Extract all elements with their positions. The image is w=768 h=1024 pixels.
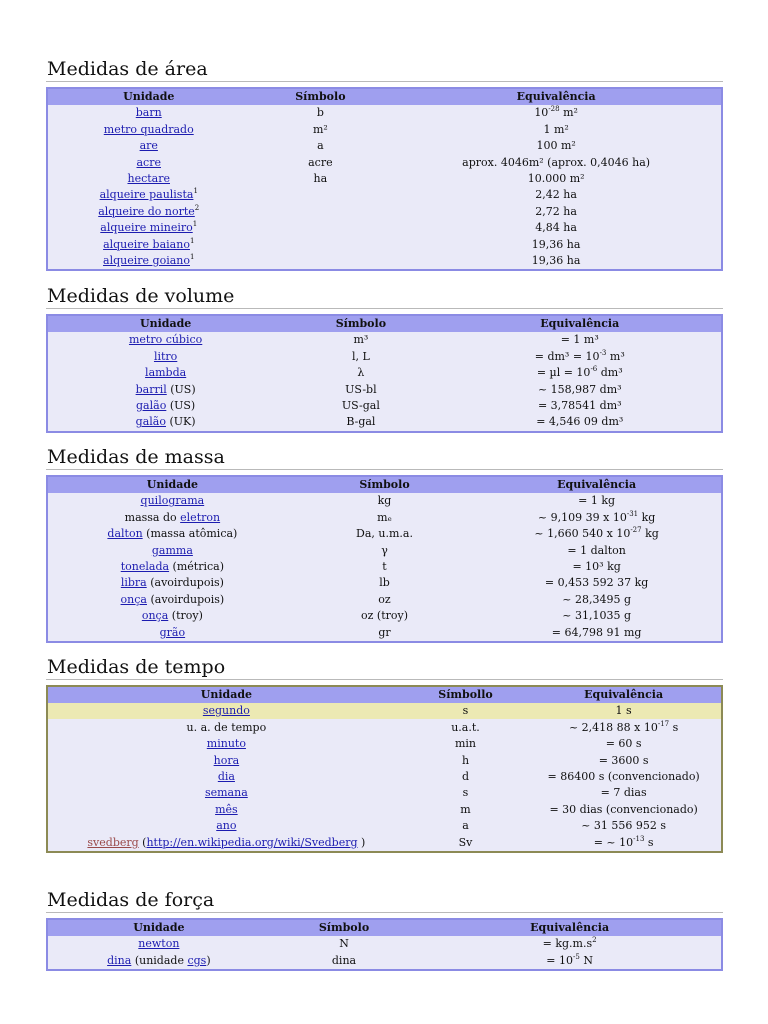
section-tempo — [46, 655, 723, 853]
unit-link[interactable]: newton — [138, 937, 180, 951]
col-header-symbol: Símbolo — [270, 919, 419, 936]
equiv-text: ~ 31,1035 g — [562, 609, 631, 623]
unit-link[interactable]: semana — [204, 786, 248, 800]
table-row — [47, 802, 722, 818]
exponent: -17 — [657, 719, 670, 728]
equiv-text: 2,72 ha — [535, 204, 577, 218]
equiv-text: ~ 28,3495 g — [562, 592, 631, 606]
table-row — [47, 154, 722, 170]
unit-cell — [47, 703, 405, 719]
unit-cell — [47, 769, 405, 785]
table-row — [47, 187, 722, 203]
equiv-text: m² — [559, 106, 578, 120]
unit-cell — [47, 802, 405, 818]
col-header-symbol: Símbolo — [283, 315, 438, 332]
col-header-equiv: Equivalência — [472, 476, 722, 493]
table-header-row — [47, 315, 722, 332]
col-header-unit: Unidade — [47, 88, 250, 105]
unit-cell — [47, 592, 297, 608]
unit-link[interactable]: alqueire mineiro — [100, 221, 193, 235]
section-forca — [46, 888, 723, 971]
symbol-cell: m — [460, 802, 471, 816]
unit-link[interactable]: alqueire goiano — [103, 254, 190, 268]
symbol-cell: a — [317, 139, 324, 153]
unit-cell — [47, 608, 297, 624]
symbol-cell: oz — [378, 592, 391, 606]
equiv-cell — [391, 187, 722, 203]
equiv-cell — [391, 154, 722, 170]
table-row — [47, 509, 722, 525]
equiv-cell — [439, 348, 723, 364]
unit-text: ) — [357, 835, 366, 849]
table-row — [47, 559, 722, 575]
unit-cell — [47, 493, 297, 509]
equiv-text: = 64,798 91 mg — [551, 625, 642, 639]
col-header-unit: Unidade — [47, 315, 283, 332]
symbol-cell: s — [405, 703, 527, 719]
unit-link[interactable]: hectare — [127, 171, 170, 185]
equiv-cell — [526, 752, 722, 768]
table-row — [47, 138, 722, 154]
symbol-cell: m³ — [353, 333, 369, 347]
unit-cell — [47, 736, 405, 752]
table-row — [47, 736, 722, 752]
unit-link[interactable]: cgs — [187, 953, 207, 967]
table-row — [47, 348, 722, 364]
unit-cell — [47, 253, 250, 270]
equiv-text: aprox. 4046m² (aprox. 0,4046 ha) — [462, 155, 651, 169]
table-row — [47, 414, 722, 431]
massa-table — [46, 475, 723, 643]
table-row — [47, 625, 722, 642]
unit-link[interactable]: http://en.wikipedia.org/wiki/Svedberg — [146, 835, 358, 849]
symbol-cell: s — [462, 786, 469, 800]
table-row — [47, 703, 722, 719]
equiv-text: = µl = 10 — [536, 366, 591, 380]
equiv-text: = 30 dias (convencionado) — [549, 802, 698, 816]
unit-link[interactable]: eletron — [180, 510, 221, 524]
table-row — [47, 592, 722, 608]
col-header-equiv: Equivalência — [439, 315, 723, 332]
section-area — [46, 57, 723, 271]
equiv-text: = kg.m.s — [542, 937, 593, 951]
unit-link[interactable]: metro cúbico — [128, 333, 203, 347]
unit-link[interactable]: segundo — [202, 704, 250, 718]
section-title: Medidas de área — [46, 57, 723, 82]
table-row — [47, 835, 722, 852]
table-row — [47, 542, 722, 558]
unit-cell — [47, 398, 283, 414]
unit-cell — [47, 348, 283, 364]
unit-link[interactable]: onça — [141, 609, 169, 623]
equiv-text: ~ 2,418 88 x 10 — [568, 720, 658, 734]
equiv-text: = 86400 s (convencionado) — [547, 769, 700, 783]
equiv-text: 1 s — [615, 704, 632, 718]
unit-cell — [47, 171, 250, 187]
equiv-cell — [418, 936, 722, 952]
equiv-cell — [439, 365, 723, 381]
unit-link[interactable]: metro quadrado — [103, 122, 194, 136]
unit-text: u. a. de tempo — [186, 720, 267, 734]
equiv-cell — [526, 769, 722, 785]
symbol-cell: Sv — [458, 835, 473, 849]
equiv-text: = 7 dias — [600, 786, 647, 800]
unit-link[interactable]: svedberg — [87, 835, 139, 849]
equiv-cell — [526, 818, 722, 834]
unit-cell — [47, 204, 250, 220]
equiv-text: dm³ — [597, 366, 623, 380]
unit-cell — [47, 509, 297, 525]
unit-text: ( — [138, 835, 147, 849]
unit-link[interactable]: acre — [136, 155, 161, 169]
equiv-cell — [526, 719, 722, 735]
unit-link[interactable]: hora — [213, 753, 240, 767]
equiv-cell — [439, 332, 723, 348]
symbol-cell: US-gal — [341, 398, 380, 412]
equiv-cell — [526, 703, 722, 719]
equiv-cell — [391, 220, 722, 236]
equiv-text: = 3,78541 dm³ — [537, 398, 622, 412]
unit-cell — [47, 835, 405, 852]
equiv-cell — [472, 559, 722, 575]
section-title: Medidas de tempo — [46, 655, 723, 680]
unit-link[interactable]: onça — [120, 592, 147, 606]
unit-cell — [47, 542, 297, 558]
unit-text: (massa atômica) — [142, 527, 238, 541]
section-title: Medidas de volume — [46, 284, 723, 309]
equiv-text: = 10³ kg — [572, 559, 621, 573]
symbol-cell: lb — [379, 576, 390, 590]
col-header-symbol: Símbolo — [250, 88, 392, 105]
unit-cell — [47, 575, 297, 591]
unit-text: ) — [206, 953, 211, 967]
equiv-cell — [391, 105, 722, 121]
table-row — [47, 952, 722, 969]
unit-cell — [47, 559, 297, 575]
section-massa — [46, 445, 723, 643]
table-row — [47, 785, 722, 801]
unit-cell — [47, 752, 405, 768]
exponent: 2 — [592, 936, 597, 945]
exponent: -3 — [599, 348, 607, 357]
exponent: -28 — [548, 105, 560, 114]
symbol-cell: gr — [378, 625, 391, 639]
table-row — [47, 365, 722, 381]
symbol-cell: h — [461, 753, 470, 767]
unit-cell — [47, 121, 250, 137]
table-header-row — [47, 919, 722, 936]
unit-link[interactable]: quilograma — [140, 494, 205, 508]
symbol-cell: B-gal — [346, 415, 376, 429]
equiv-cell — [472, 542, 722, 558]
area-table — [46, 87, 723, 271]
equiv-text: N — [579, 953, 593, 967]
table-row — [47, 526, 722, 542]
unit-link[interactable]: alqueire baiano — [103, 237, 190, 251]
symbol-cell: US-bl — [345, 382, 377, 396]
unit-cell — [47, 105, 250, 121]
unit-cell — [47, 936, 270, 952]
equiv-cell — [472, 493, 722, 509]
equiv-cell — [418, 952, 722, 969]
equiv-text: 2,42 ha — [535, 188, 577, 202]
symbol-cell — [250, 187, 392, 203]
unit-text: (UK) — [165, 415, 196, 429]
forca-table — [46, 918, 723, 971]
unit-link[interactable]: dina — [107, 953, 132, 967]
equiv-cell — [472, 509, 722, 525]
table-row — [47, 204, 722, 220]
equiv-cell — [526, 736, 722, 752]
unit-link[interactable]: lambda — [145, 366, 187, 380]
unit-link[interactable]: dalton — [107, 527, 143, 541]
symbol-cell: min — [454, 737, 477, 751]
equiv-text: = 60 s — [605, 737, 642, 751]
unit-text: (US) — [166, 398, 196, 412]
col-header-symbol: Símbolo — [297, 476, 473, 493]
equiv-cell — [526, 835, 722, 852]
unit-link[interactable]: grão — [159, 625, 186, 639]
unit-cell — [47, 220, 250, 236]
equiv-cell — [472, 526, 722, 542]
equiv-text: kg — [641, 527, 659, 541]
equiv-cell — [439, 398, 723, 414]
unit-text: (troy) — [168, 609, 203, 623]
volume-table — [46, 314, 723, 433]
equiv-cell — [526, 802, 722, 818]
equiv-cell — [526, 785, 722, 801]
equiv-text: 1 m² — [543, 122, 569, 136]
unit-text: (métrica) — [169, 559, 224, 573]
unit-cell — [47, 154, 250, 170]
equiv-text: ~ 158,987 dm³ — [537, 382, 622, 396]
unit-cell — [47, 719, 405, 735]
table-row — [47, 121, 722, 137]
symbol-cell: b — [316, 106, 324, 120]
equiv-cell — [391, 138, 722, 154]
unit-text: (US) — [166, 382, 196, 396]
unit-cell — [47, 952, 270, 969]
equiv-text: 10 — [534, 106, 549, 120]
unit-link[interactable]: mês — [215, 802, 238, 816]
equiv-text: s — [669, 720, 679, 734]
unit-link[interactable]: galão — [135, 415, 166, 429]
table-row — [47, 220, 722, 236]
equiv-text: s — [644, 835, 654, 849]
tempo-table — [46, 685, 723, 853]
equiv-cell — [391, 253, 722, 270]
footnote-ref[interactable]: 2 — [194, 203, 200, 212]
table-row — [47, 237, 722, 253]
equiv-text: 19,36 ha — [531, 237, 581, 251]
symbol-cell: λ — [357, 366, 365, 380]
unit-text: (avoirdupois) — [146, 592, 225, 606]
col-header-equiv: Equivalência — [418, 919, 722, 936]
equiv-cell — [391, 121, 722, 137]
section-volume — [46, 284, 723, 433]
footnote-ref[interactable]: 1 — [192, 220, 198, 229]
table-row — [47, 105, 722, 121]
table-row — [47, 575, 722, 591]
unit-cell — [47, 625, 297, 642]
section-title: Medidas de força — [46, 888, 723, 913]
unit-cell — [47, 332, 283, 348]
unit-link[interactable]: libra — [120, 576, 147, 590]
symbol-cell: mₑ — [377, 510, 392, 524]
equiv-text: = ~ 10 — [593, 835, 634, 849]
unit-link[interactable]: minuto — [206, 737, 246, 751]
table-row — [47, 752, 722, 768]
symbol-cell — [250, 237, 392, 253]
table-row — [47, 936, 722, 952]
exponent: -31 — [626, 509, 639, 518]
footnote-ref[interactable]: 1 — [193, 187, 198, 196]
equiv-text: ~ 31 556 952 s — [581, 819, 667, 833]
unit-text: (avoirdupois) — [146, 576, 224, 590]
equiv-text: = dm³ = 10 — [534, 349, 600, 363]
table-header-row — [47, 686, 722, 703]
table-header-row — [47, 88, 722, 105]
equiv-text: 4,84 ha — [535, 221, 577, 235]
unit-link[interactable]: alqueire paulista — [99, 188, 194, 202]
table-row — [47, 381, 722, 397]
exponent: -27 — [630, 526, 642, 535]
symbol-cell: l, L — [351, 349, 370, 363]
unit-cell — [47, 818, 405, 834]
equiv-cell — [391, 204, 722, 220]
unit-link[interactable]: tonelada — [120, 559, 170, 573]
col-header-equiv: Equivalência — [526, 686, 722, 703]
equiv-text: = 1 kg — [578, 494, 616, 508]
footnote-ref[interactable]: 1 — [189, 236, 195, 245]
equiv-text: ~ 1,660 540 x 10 — [534, 527, 631, 541]
unit-cell — [47, 414, 283, 431]
symbol-cell: oz (troy) — [360, 609, 408, 623]
equiv-text: kg — [638, 510, 656, 524]
unit-link[interactable]: dia — [217, 769, 235, 783]
unit-link[interactable]: barril — [135, 382, 167, 396]
col-header-unit: Unidade — [47, 686, 405, 703]
col-header-unit: Unidade — [47, 476, 297, 493]
unit-cell — [47, 187, 250, 203]
exponent: -13 — [633, 834, 645, 843]
symbol-cell — [250, 220, 392, 236]
equiv-text: = 1 m³ — [560, 333, 599, 347]
unit-text: (unidade — [131, 953, 188, 967]
equiv-text: = 3600 s — [598, 753, 649, 767]
equiv-cell — [472, 592, 722, 608]
symbol-cell: N — [339, 937, 349, 951]
symbol-cell: γ — [381, 543, 388, 557]
symbol-cell: m² — [312, 122, 328, 136]
equiv-cell — [439, 381, 723, 397]
table-row — [47, 818, 722, 834]
symbol-cell: dina — [331, 953, 357, 967]
table-row — [47, 769, 722, 785]
equiv-cell — [391, 237, 722, 253]
equiv-cell — [472, 625, 722, 642]
footnote-ref[interactable]: 1 — [189, 253, 195, 262]
symbol-cell: d — [461, 769, 470, 783]
equiv-cell — [391, 171, 722, 187]
table-row — [47, 332, 722, 348]
equiv-text: ~ 9,109 39 x 10 — [537, 510, 627, 524]
table-row — [47, 253, 722, 270]
unit-cell — [47, 526, 297, 542]
unit-link[interactable]: ano — [216, 819, 237, 833]
exponent: -5 — [573, 952, 580, 961]
unit-link[interactable]: gamma — [151, 543, 193, 557]
symbol-cell: ha — [313, 171, 328, 185]
equiv-text: = 10 — [546, 953, 573, 967]
table-row — [47, 171, 722, 187]
equiv-text: = 0,453 592 37 kg — [544, 576, 649, 590]
col-header-equiv: Equivalência — [391, 88, 722, 105]
equiv-text: = 4,546 09 dm³ — [536, 415, 624, 429]
symbol-cell: Da, u.m.a. — [356, 527, 413, 541]
table-row — [47, 608, 722, 624]
symbol-cell — [250, 253, 392, 270]
col-header-unit: Unidade — [47, 919, 270, 936]
section-title: Medidas de massa — [46, 445, 723, 470]
equiv-cell — [472, 575, 722, 591]
col-header-symbol: Símbollo — [405, 686, 527, 703]
equiv-cell — [472, 608, 722, 624]
equiv-text: = 1 dalton — [567, 543, 626, 557]
equiv-text: m³ — [606, 349, 625, 363]
symbol-cell: a — [462, 819, 469, 833]
symbol-cell: kg — [377, 494, 392, 508]
table-row — [47, 493, 722, 509]
unit-cell — [47, 237, 250, 253]
table-row — [47, 398, 722, 414]
equiv-text: 10.000 m² — [527, 171, 585, 185]
equiv-cell — [439, 414, 723, 431]
equiv-text: 19,36 ha — [531, 254, 581, 268]
symbol-cell — [250, 204, 392, 220]
unit-text: massa do — [124, 510, 181, 524]
unit-cell — [47, 785, 405, 801]
unit-link[interactable]: galão — [136, 398, 167, 412]
table-header-row — [47, 476, 722, 493]
table-row — [47, 719, 722, 735]
unit-cell — [47, 138, 250, 154]
unit-cell — [47, 365, 283, 381]
unit-link[interactable]: are — [139, 139, 158, 153]
symbol-cell: t — [382, 559, 387, 573]
unit-link[interactable]: alqueire do norte — [98, 204, 195, 218]
unit-cell — [47, 381, 283, 397]
symbol-cell: u.a.t. — [451, 720, 480, 734]
unit-link[interactable]: barn — [135, 106, 162, 120]
symbol-cell: acre — [308, 155, 333, 169]
unit-link[interactable]: litro — [153, 349, 178, 363]
equiv-text: 100 m² — [536, 139, 576, 153]
exponent: -6 — [590, 365, 598, 374]
